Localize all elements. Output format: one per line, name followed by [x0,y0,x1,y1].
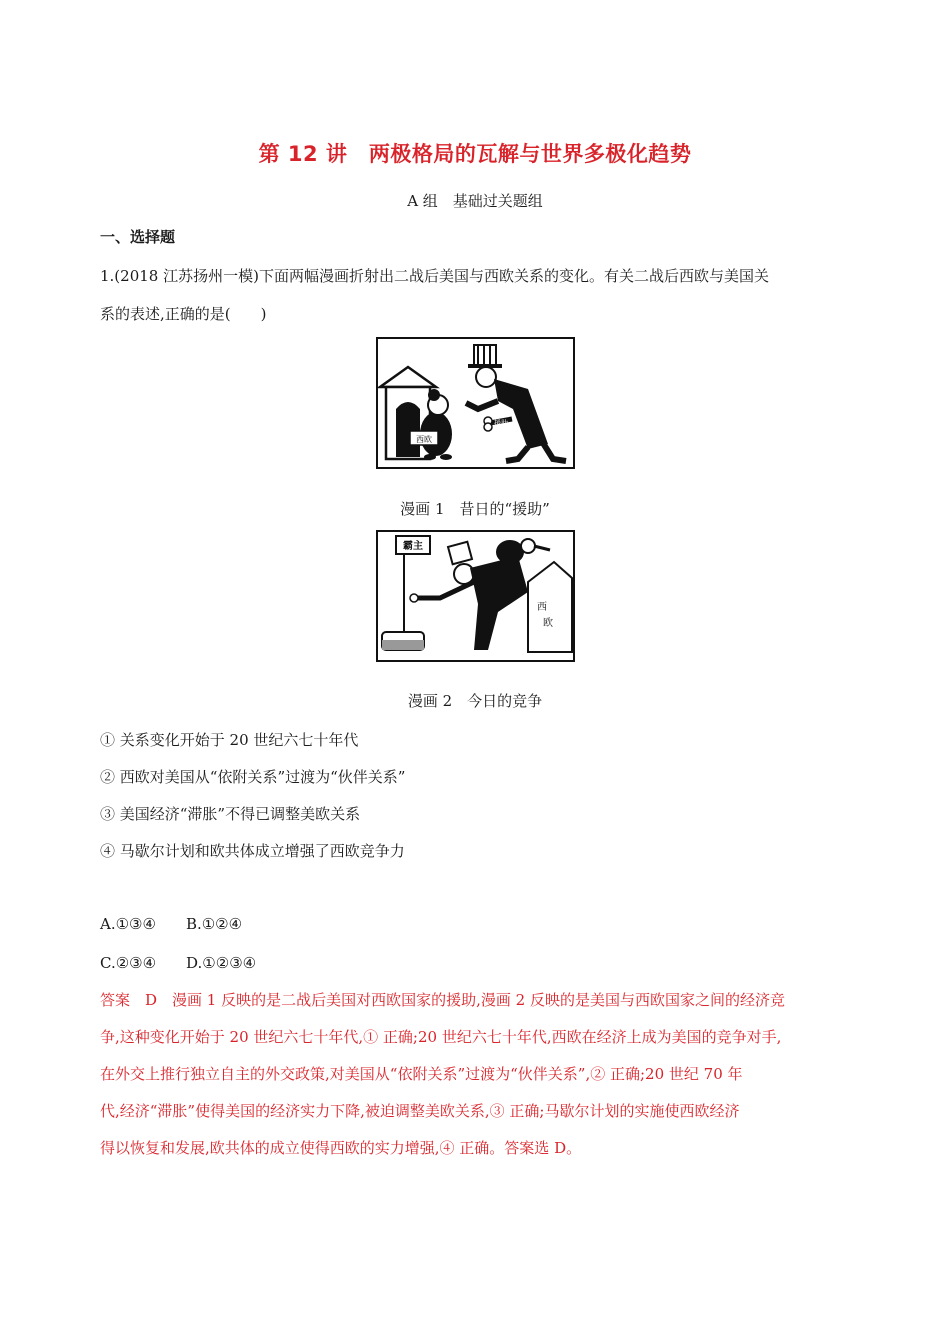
cartoon-1-caption: 漫画 1 昔日的“援助” [400,500,550,518]
group-heading: A 组 基础过关题组 [407,192,543,210]
choices-row-2: C.②③④ D.①②③④ [100,954,257,972]
question-text-line1: 1.(2018 江苏扬州一模)下面两幅漫画折射出二战后美国与西欧关系的变化。有关二战后西欧与美国关 [100,267,769,285]
page-title: 第 12 讲 两极格局的瓦解与世界多极化趋势 [258,142,692,166]
answer-line-5: 得以恢复和发展,欧共体的成立使得西欧的实力增强,④ 正确。答案选 D。 [100,1139,582,1157]
cartoon-1-label-xiou: 西欧 [416,435,432,444]
cartoon-2-label-ou: 欧 [543,618,553,629]
cartoon-2-flag-label: 霸主 [403,541,423,552]
statement-2: ② 西欧对美国从“依附关系”过渡为“伙伴关系” [100,768,406,786]
question-text-line2: 系的表述,正确的是( ) [100,305,267,323]
answer-line-2: 争,这种变化开始于 20 世纪六七十年代,① 正确;20 世纪六七十年代,西欧在经济上成为美国的竞争对手, [100,1028,782,1046]
cartoon-1-label-bone: 援助 [494,419,508,427]
answer-line-4: 代,经济“滞胀”使得美国的经济实力下降,被迫调整美欧关系,③ 正确;马歇尔计划的实施使西欧经济 [100,1102,740,1120]
statement-4: ④ 马歇尔计划和欧共体成立增强了西欧竞争力 [100,842,405,860]
section-heading: 一、选择题 [100,228,176,246]
statement-3: ③ 美国经济“滞胀”不得已调整美欧关系 [100,805,361,823]
statement-1: ① 关系变化开始于 20 世纪六七十年代 [100,731,359,749]
cartoon-1-image [376,337,575,469]
cartoon-2-caption: 漫画 2 今日的竞争 [407,692,543,710]
cartoon-2-image [376,530,575,662]
answer-line-1: 答案 D 漫画 1 反映的是二战后美国对西欧国家的援助,漫画 2 反映的是美国与西欧国家之间的经济竞 [100,991,785,1009]
cartoon-2-label-xi: 西 [537,602,547,613]
answer-line-3: 在外交上推行独立自主的外交政策,对美国从“依附关系”过渡为“伙伴关系”,② 正确;20 世纪 70 年 [100,1065,743,1083]
choices-row-1: A.①③④ B.①②④ [100,915,243,933]
